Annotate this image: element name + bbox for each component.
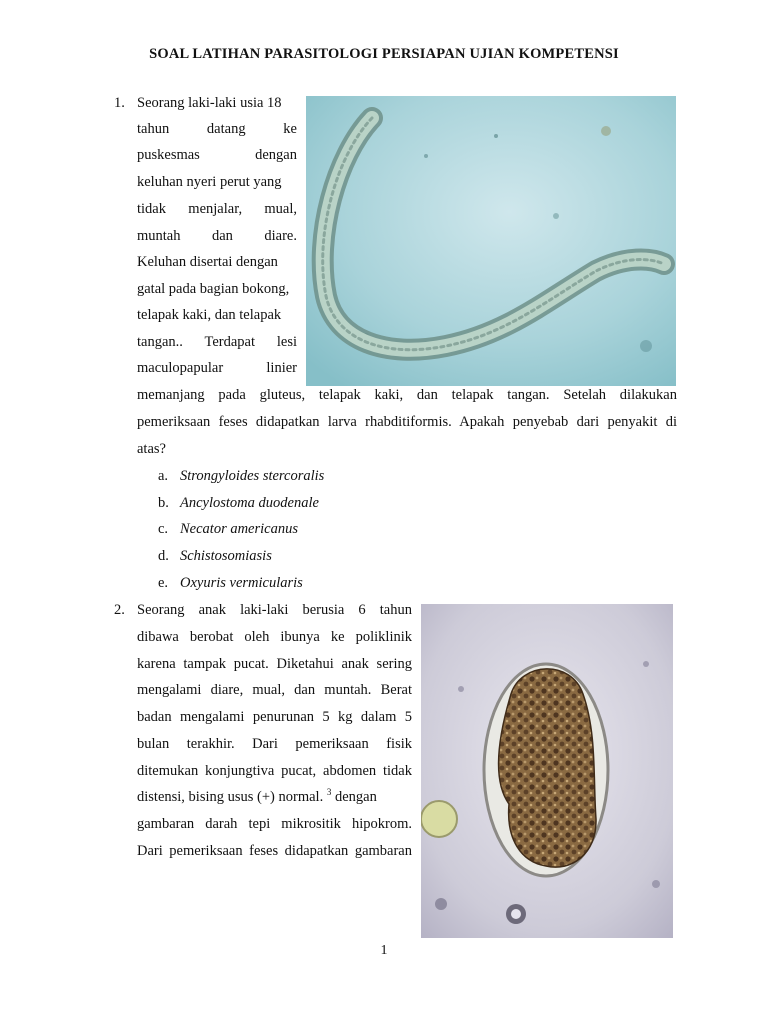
q1-line: gatal pada bagian bokong, bbox=[137, 281, 290, 297]
q2-line: Seorang anak laki-laki berusia 6 tahun bbox=[137, 602, 412, 618]
q1-line: Keluhan disertai dengan bbox=[137, 254, 278, 270]
document-title: SOAL LATIHAN PARASITOLOGI PERSIAPAN UJIAN KOMPETENSI bbox=[149, 46, 619, 62]
microscope-larva-image bbox=[306, 96, 676, 386]
q2-line bbox=[137, 789, 412, 806]
q1-line: tahun datang ke bbox=[137, 121, 297, 137]
q1-line: muntah dan diare. bbox=[137, 228, 297, 244]
option-letter: b. bbox=[158, 495, 169, 511]
option-b[interactable]: Ancylostoma duodenale bbox=[180, 495, 319, 511]
q2-line: Dari pemeriksaan feses didapatkan gambaran bbox=[137, 843, 412, 859]
q1-line: memanjang pada gluteus, telapak kaki, dan telapak tangan. Setelah dilakukan bbox=[137, 387, 677, 403]
option-e[interactable]: Oxyuris vermicularis bbox=[180, 575, 303, 591]
q1-line: Seorang laki-laki usia 18 bbox=[137, 95, 282, 111]
q2-line: dibawa berobat oleh ibunya ke poliklinik bbox=[137, 629, 412, 645]
question-1-number: 1. bbox=[114, 95, 125, 111]
question-2-number: 2. bbox=[114, 602, 125, 618]
q1-line: keluhan nyeri perut yang bbox=[137, 174, 282, 190]
q1-line: puskesmas dengan bbox=[137, 147, 297, 163]
microscope-egg-image bbox=[421, 604, 673, 938]
option-letter: d. bbox=[158, 548, 169, 564]
q2-line: mengalami diare, mual, dan muntah. Berat bbox=[137, 682, 412, 698]
q2-line: karena tampak pucat. Diketahui anak sering bbox=[137, 656, 412, 672]
q1-line: tidak menjalar, mual, bbox=[137, 201, 297, 217]
q1-line: atas? bbox=[137, 441, 166, 457]
q1-line: pemeriksaan feses didapatkan larva rhabditiformis. Apakah penyebab dari penyakit di bbox=[137, 414, 677, 430]
option-c[interactable]: Necator americanus bbox=[180, 521, 298, 537]
q2-line-8-tail: dengan bbox=[334, 789, 377, 805]
q2-line: bulan terakhir. Dari pemeriksaan fisik bbox=[137, 736, 412, 752]
option-a[interactable]: Strongyloides stercoralis bbox=[180, 468, 325, 484]
q2-line: ditemukan konjungtiva pucat, abdomen tidak bbox=[137, 763, 412, 779]
q2-line: badan mengalami penurunan 5 kg dalam 5 bbox=[137, 709, 412, 725]
option-letter: e. bbox=[158, 575, 169, 591]
option-d[interactable]: Schistosomiasis bbox=[180, 548, 272, 564]
q1-line: maculopapular linier bbox=[137, 360, 297, 376]
q1-line: telapak kaki, dan telapak bbox=[137, 307, 282, 323]
page-number: 1 bbox=[380, 943, 388, 958]
option-letter: c. bbox=[158, 521, 169, 537]
q2-line: gambaran darah tepi mikrositik hipokrom. bbox=[137, 816, 412, 832]
q2-line-8-main: distensi, bising usus (+) normal. bbox=[137, 789, 324, 805]
q1-line: tangan.. Terdapat lesi bbox=[137, 334, 297, 350]
option-letter: a. bbox=[158, 468, 169, 484]
superscript-reference: 3 bbox=[326, 787, 332, 798]
